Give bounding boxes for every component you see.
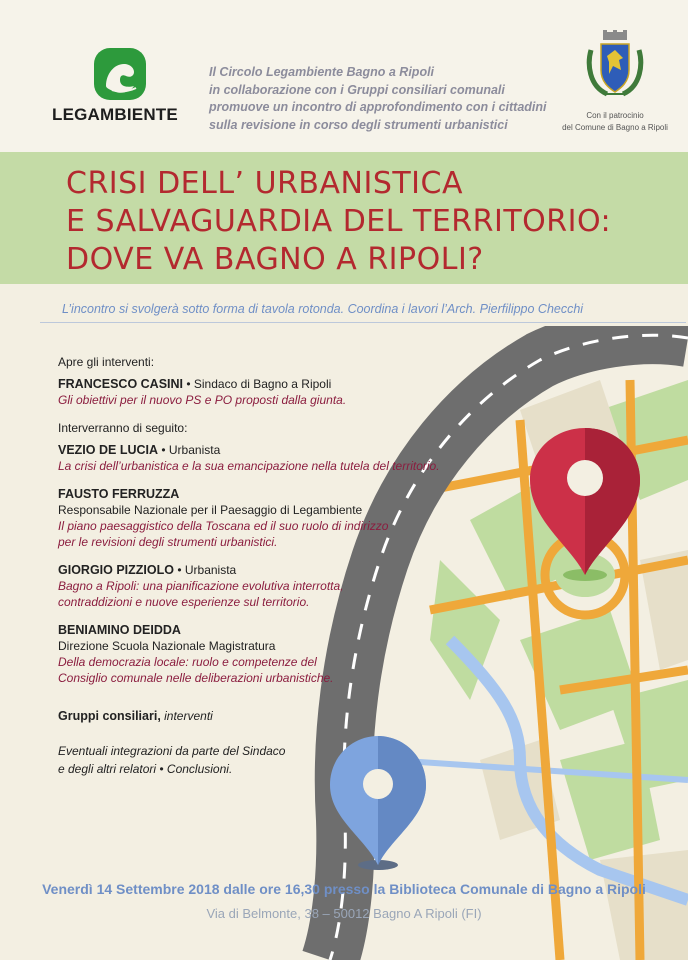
patronage-line: del Comune di Bagno a Ripoli bbox=[562, 123, 668, 132]
speaker-role: • Sindaco di Bagno a Ripoli bbox=[183, 377, 332, 391]
speaker-entry bbox=[58, 442, 458, 474]
speaker-topic: Il piano paesaggistico della Toscana ed il suo ruolo di indirizzo bbox=[58, 519, 389, 533]
speaker-topic: contraddizioni e nuove esperienze sul territorio. bbox=[58, 595, 310, 609]
closing-note bbox=[58, 742, 458, 778]
speaker-entry bbox=[58, 562, 458, 610]
speaker-role: Responsabile Nazionale per il Paesaggio di Legambiente bbox=[58, 503, 363, 517]
intro-line: promuove un incontro di approfondimento con i cittadini bbox=[209, 100, 547, 114]
speaker-role: • Urbanista bbox=[173, 563, 237, 577]
speaker-name: GIORGIO PIZZIOLO bbox=[58, 563, 174, 577]
patronage-line: Con il patrocinio bbox=[586, 111, 644, 120]
closing-line: e degli altri relatori • Conclusioni. bbox=[58, 762, 233, 776]
speaker-name: VEZIO DE LUCIA bbox=[58, 443, 159, 457]
groups-note: interventi bbox=[160, 709, 213, 723]
roundtable-note: L’incontro si svolgerà sotto forma di tavola rotonda. Coordina i lavori l’Arch. Pierfilippo Checchi bbox=[62, 302, 584, 316]
following-label: Interverranno di seguito: bbox=[58, 421, 188, 435]
speaker-topic: Consiglio comunale nelle deliberazioni urbanistiche. bbox=[58, 671, 334, 685]
logo-wordmark: LEGAMBIENTE bbox=[52, 105, 178, 124]
program bbox=[58, 354, 458, 778]
speaker-name: BENIAMINO DEIDDA bbox=[58, 623, 181, 637]
intro-line: in collaborazione con i Gruppi consiliari comunali bbox=[209, 82, 505, 97]
groups-label: Gruppi consiliari, bbox=[58, 709, 161, 723]
speaker-name: FRANCESCO CASINI bbox=[58, 377, 184, 391]
title-line: DOVE VA BAGNO A RIPOLI? bbox=[66, 242, 484, 277]
speaker-topic: Gli obiettivi per il nuovo PS e PO proposti dalla giunta. bbox=[58, 393, 347, 407]
speaker-name: FAUSTO FERRUZZA bbox=[58, 487, 180, 501]
groups-line bbox=[58, 708, 458, 724]
speaker-entry bbox=[58, 622, 458, 686]
speaker-role: Direzione Scuola Nazionale Magistratura bbox=[58, 639, 276, 653]
intro-line: sulla revisione in corso degli strumenti urbanistici bbox=[209, 117, 508, 132]
speaker-topic: per le revisioni degli strumenti urbanistici. bbox=[58, 535, 278, 549]
opening-label: Apre gli interventi: bbox=[58, 355, 155, 369]
title-line: CRISI DELL’ URBANISTICA bbox=[66, 166, 464, 201]
speaker-entry bbox=[58, 376, 458, 408]
speaker-entry bbox=[58, 486, 458, 550]
event-address: Via di Belmonte, 38 – 50012 Bagno A Ripoli (FI) bbox=[206, 906, 482, 921]
speaker-topic: Della democrazia locale: ruolo e competenze del bbox=[58, 655, 317, 669]
closing-line: Eventuali integrazioni da parte del Sindaco bbox=[58, 744, 286, 758]
speaker-topic: Bagno a Ripoli: una pianificazione evolutiva interrotta, bbox=[58, 579, 344, 593]
speaker-role: • Urbanista bbox=[158, 443, 221, 457]
title-line: E SALVAGUARDIA DEL TERRITORIO: bbox=[66, 204, 612, 239]
intro-line: Il Circolo Legambiente Bagno a Ripoli bbox=[209, 65, 435, 79]
event-date: Venerdì 14 Settembre 2018 dalle ore 16,30 presso la Biblioteca Comunale di Bagno a Ripoli bbox=[42, 881, 646, 897]
speaker-topic: La crisi dell’urbanistica e la sua emancipazione nella tutela del territorio. bbox=[58, 459, 440, 473]
